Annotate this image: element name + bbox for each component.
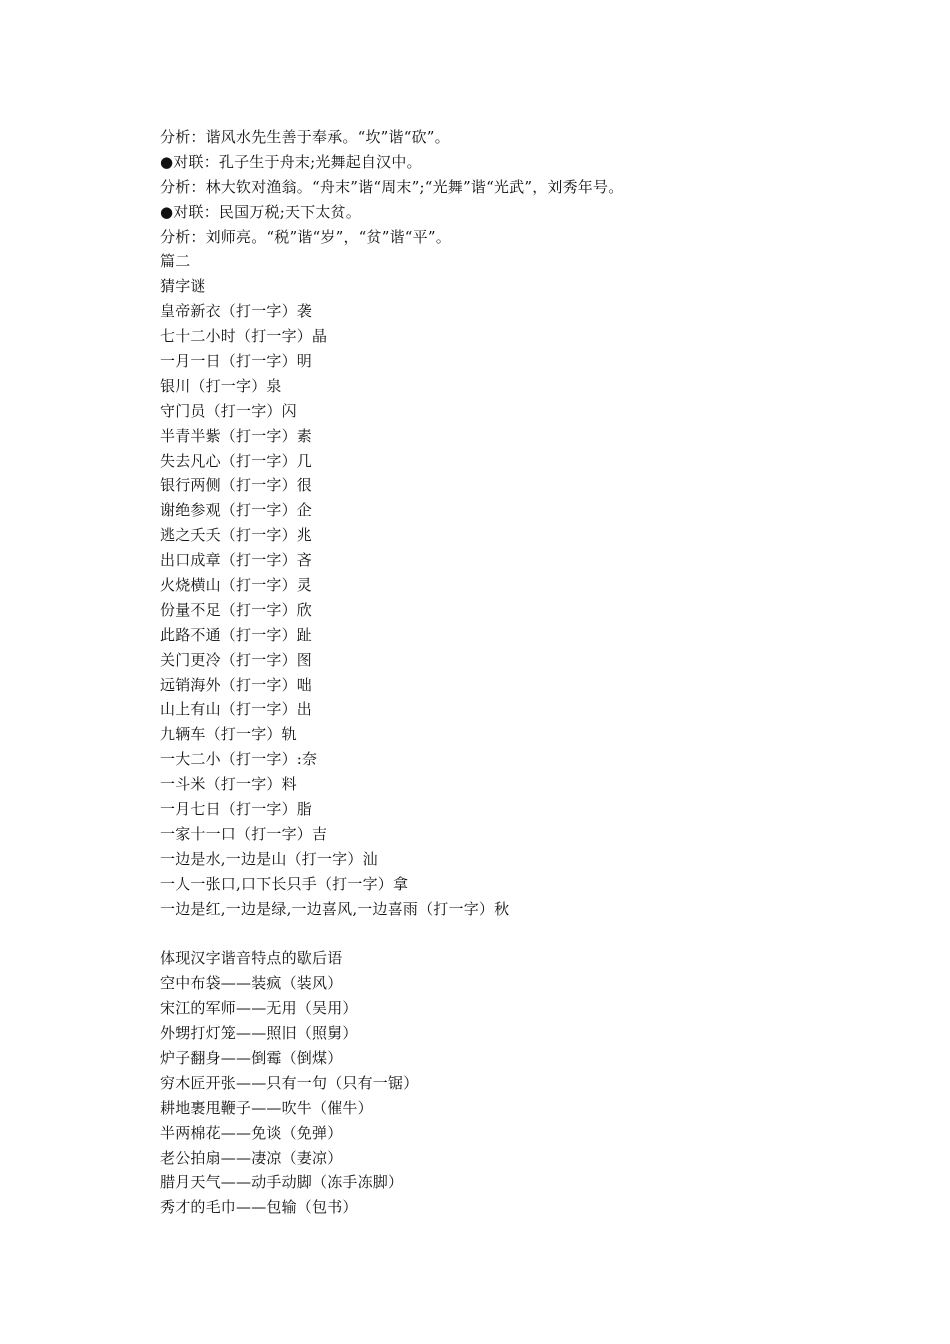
riddle-item: 失去凡心（打一字）几 <box>160 451 313 470</box>
text-line: 分析：刘师亮。“税”谐“岁”，“贫”谐“平”。 <box>160 227 451 246</box>
xiehouyu-item: 耕地裹甩鞭子——吹牛（催牛） <box>160 1098 373 1117</box>
riddle-item: 九辆车（打一字）轨 <box>160 725 297 744</box>
riddle-item: 火烧横山（打一字）灵 <box>160 576 313 595</box>
section-subheading: 猜字谜 <box>160 277 206 296</box>
xiehouyu-item: 老公拍扇——凄凉（妻凉） <box>160 1148 343 1167</box>
riddle-item: 一月一日（打一字）明 <box>160 352 313 371</box>
xiehouyu-item: 外甥打灯笼——照旧（照舅） <box>160 1024 358 1043</box>
riddle-item: 出口成章（打一字）吝 <box>160 551 313 570</box>
xiehouyu-item: 秀才的毛巾——包输（包书） <box>160 1198 358 1217</box>
riddle-item: 此路不通（打一字）趾 <box>160 625 313 644</box>
section-heading: 体现汉字谐音特点的歇后语 <box>160 949 343 968</box>
document-page <box>160 125 900 1220</box>
section-heading: 篇二 <box>160 252 191 271</box>
xiehouyu-section <box>160 946 900 1220</box>
riddle-item: 一大二小（打一字）:奈 <box>160 750 318 769</box>
riddle-item: 一月七日（打一字）脂 <box>160 800 313 819</box>
riddle-item: 一边是红,一边是绿,一边喜风,一边喜雨（打一字）秋 <box>160 899 510 918</box>
riddle-item: 一斗米（打一字）料 <box>160 775 297 794</box>
riddle-item: 守门员（打一字）闪 <box>160 401 297 420</box>
xiehouyu-item: 炉子翻身——倒霉（倒煤） <box>160 1048 343 1067</box>
xiehouyu-item: 宋江的军师——无用（吴用） <box>160 999 358 1018</box>
riddle-item: 皇帝新衣（打一字）袭 <box>160 302 313 321</box>
riddle-section <box>160 249 900 921</box>
riddle-item: 一家十一口（打一字）吉 <box>160 824 328 843</box>
riddle-item: 半青半紫（打一字）素 <box>160 426 313 445</box>
analysis-section <box>160 125 900 249</box>
xiehouyu-item: 穷木匠开张——只有一句（只有一锯） <box>160 1073 419 1092</box>
riddle-item: 逃之夭夭（打一字）兆 <box>160 526 313 545</box>
text-line: ●对联：孔子生于舟末;光舞起自汉中。 <box>160 152 422 171</box>
blank-line <box>160 922 900 947</box>
xiehouyu-item: 腊月天气——动手动脚（冻手冻脚） <box>160 1173 404 1192</box>
riddle-item: 份量不足（打一字）欣 <box>160 600 313 619</box>
riddle-item: 谢绝参观（打一字）企 <box>160 501 313 520</box>
text-line: ●对联：民国万税;天下太贫。 <box>160 202 361 221</box>
riddle-item: 银川（打一字）泉 <box>160 376 282 395</box>
riddle-item: 一边是水,一边是山（打一字）汕 <box>160 849 378 868</box>
riddle-item: 银行两侧（打一字）很 <box>160 476 313 495</box>
riddle-item: 关门更冷（打一字）图 <box>160 650 313 669</box>
riddle-item: 山上有山（打一字）出 <box>160 700 313 719</box>
riddle-item: 七十二小时（打一字）晶 <box>160 327 328 346</box>
xiehouyu-item: 空中布袋——装疯（装风） <box>160 974 343 993</box>
riddle-item: 一人一张口,口下长只手（打一字）拿 <box>160 874 409 893</box>
text-line: 分析：林大钦对渔翁。“舟末”谐“周末”;“光舞”谐“光武”，刘秀年号。 <box>160 177 624 196</box>
riddle-item: 远销海外（打一字）咄 <box>160 675 313 694</box>
text-line: 分析：谐风水先生善于奉承。“坎”谐“砍”。 <box>160 128 450 146</box>
xiehouyu-item: 半两棉花——免谈（免弹） <box>160 1123 343 1142</box>
